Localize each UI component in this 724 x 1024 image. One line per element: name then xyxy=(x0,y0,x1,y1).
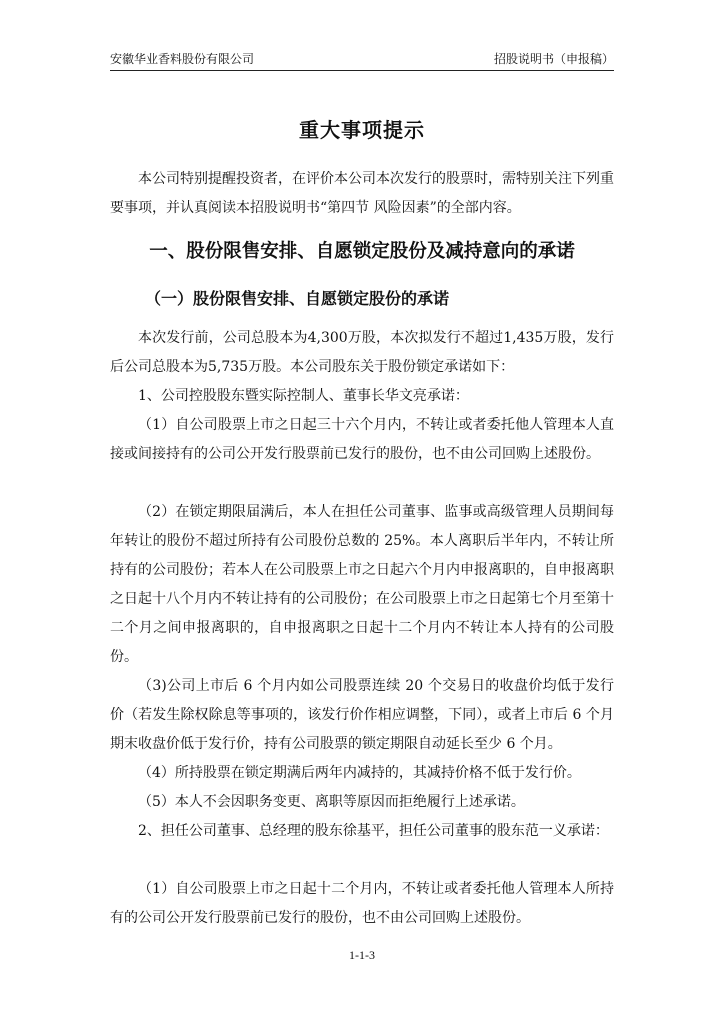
section-heading: 一、股份限售安排、自愿锁定股份及减持意向的承诺 xyxy=(149,241,575,262)
header-divider xyxy=(110,70,614,71)
paragraph-item-2: （2）在锁定期限届满后，本人在担任公司董事、监事或高级管理人员期间每年转让的股份不超过所持有公司股份总数的 25%。本人离职后半年内，不转让所持有的公司股份；若本人在公司股票上市之日起六个月内申报离职的，自申报离职之日起十八个月内不转让持有的公司股份；在公司股票上市之日起第七个月至第十二个月之间申报离职的，自申报离职之日起十二个月内不转让本人持有的公司股份。 xyxy=(110,504,614,665)
paragraph-item-1: （1）自公司股票上市之日起三十六个月内，不转让或者委托他人管理本人直接或间接持有的公司公开发行股票前已发行的股份，也不由公司回购上述股份。 xyxy=(110,417,614,462)
paragraph-director-pledge: 2、担任公司董事、总经理的股东徐基平，担任公司董事的股东范一义承诺： xyxy=(138,823,609,839)
paragraph-director-item-1: （1）自公司股票上市之日起十二个月内，不转让或者委托他人管理本人所持有的公司公开发行股票前已发行的股份，也不由公司回购上述股份。 xyxy=(110,881,614,926)
header-company: 安徽华业香料股份有限公司 xyxy=(110,52,255,66)
header-doc-title: 招股说明书（申报稿） xyxy=(493,52,614,66)
page-title: 重大事项提示 xyxy=(299,118,425,142)
paragraph-share-capital: 本次发行前，公司总股本为4,300万股，本次拟发行不超过1,435万股，发行后公司总股本为5,735万股。本公司股东关于股份锁定承诺如下： xyxy=(110,330,614,375)
paragraph-controller-pledge: 1、公司控股股东暨实际控制人、董事长华文亮承诺： xyxy=(138,388,469,404)
subsection-heading: （一）股份限售安排、自愿锁定股份的承诺 xyxy=(145,289,450,308)
paragraph-item-5: （5）本人不会因职务变更、离职等原因而拒绝履行上述承诺。 xyxy=(138,794,525,810)
paragraph-item-3: （3)公司上市后 6 个月内如公司股票连续 20 个交易日的收盘价均低于发行价（若发生除权除息等事项的，该发行价作相应调整，下同），或者上市后 6 个月期末收盘价低于发行价，持有公司股票的锁定期限自动延长至少 6 个月。 xyxy=(110,678,614,752)
intro-paragraph: 本公司特别提醒投资者，在评价本公司本次发行的股票时，需特别关注下列重要事项，并认真阅读本招股说明书“第四节 风险因素”的全部内容。 xyxy=(110,171,614,216)
page-header xyxy=(110,50,614,70)
page-number: 1-1-3 xyxy=(349,948,375,962)
paragraph-item-4: （4）所持股票在锁定期满后两年内减持的，其减持价格不低于发行价。 xyxy=(138,765,581,781)
